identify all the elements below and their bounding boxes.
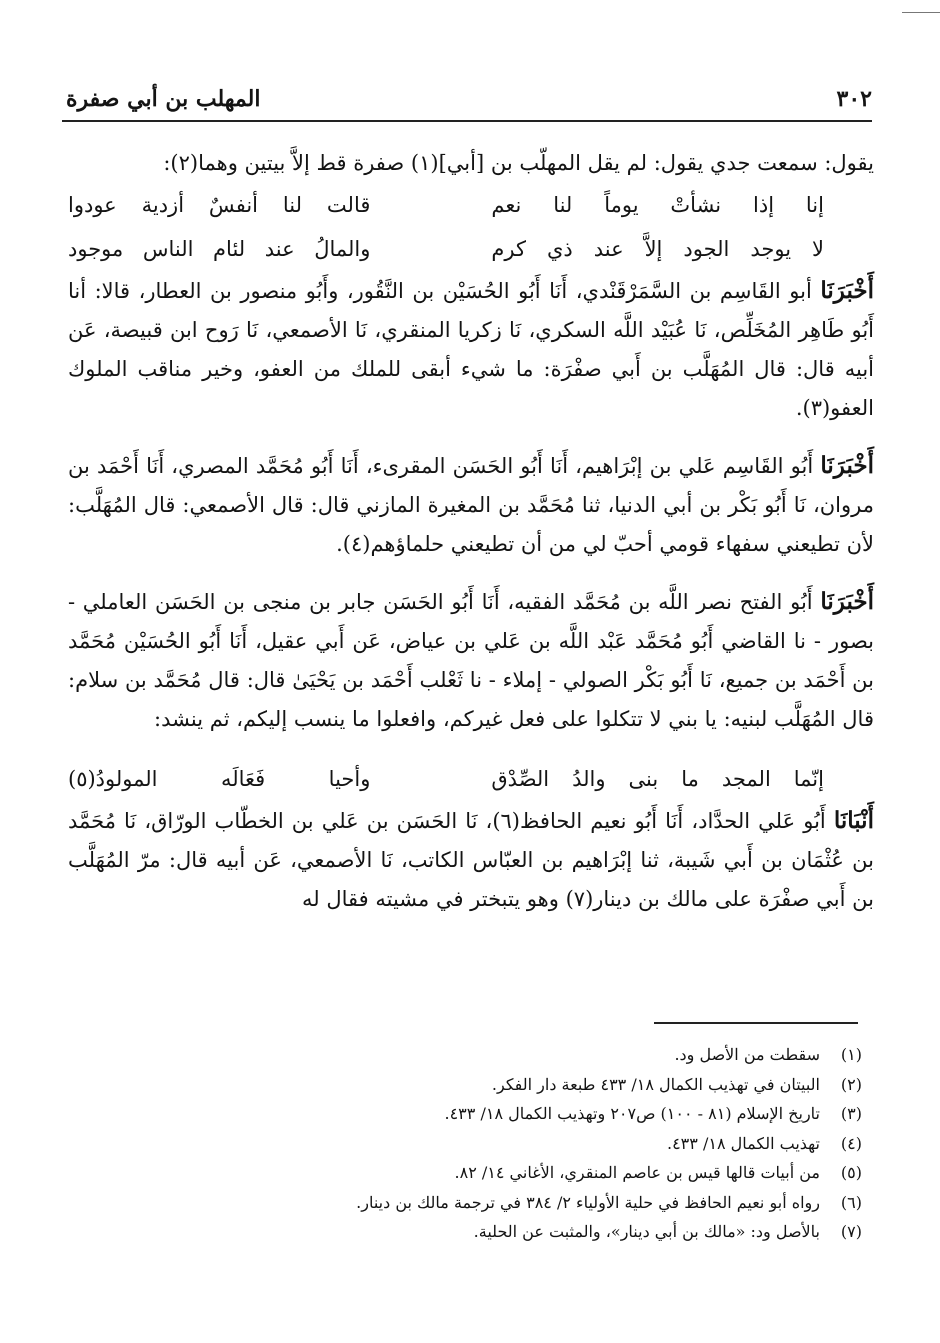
narration-paragraph [68,801,874,919]
footnote-number: (٧) [840,1222,862,1241]
verse-hemistich: قالت لنا أنفسٌ أزدية عودوا [68,193,371,217]
verse-hemistich: إنّما المجد ما بنى والدُ الصِّدْق [491,767,824,791]
paragraph-text: أَبُو القَاسِم عَلي بن إبْرَاهيم، أَنَا أَبُو الحَسَن المقرىء، أَنَا أَبُو مُحَمَّد المصري، أَنَا أَحْمَد بن مروان، نَا أَبُو بَكْر بن أبي الدنيا، ثنا مُحَمَّد بن المغيرة المازني قال: قال الأصمعي: قال المُهَلَّب: لأن تطيعني سفهاء قومي أحبّ لي من أن تطيعني حلماؤهم(٤). [68,454,874,556]
footnote [102,1129,862,1159]
running-title: المهلب بن أبي صفرة [66,86,261,112]
narration-paragraph [68,446,874,564]
narration-paragraph [68,271,874,428]
footnote [102,1158,862,1188]
footnotes [102,1040,862,1247]
paragraph-lead-word: أَنْبَانَا [833,807,874,834]
footnote [102,1217,862,1247]
verse-hemistich: وأحيا فَعَالَه المولودُ(٥) [68,767,371,791]
footnote [102,1099,862,1129]
footnote-text: سقطت من الأصل ود. [674,1045,820,1064]
footnote-text: البيتان في تهذيب الكمال ١٨/ ٤٣٣ طبعة دار الفكر. [491,1074,820,1094]
footnote-rule [654,1022,858,1024]
verse-hemistich: إنا إذا نشأتْ يوماً لنا نعم [491,193,824,217]
footnote-text: تهذيب الكمال ١٨/ ٤٣٣. [666,1133,820,1153]
verse-hemistich: لا يوجد الجود إلاَّ عند ذي كرم [491,237,824,261]
footnote-text: من أبيات قالها قيس بن عاصم المنقري، الأغاني ١٤/ ٨٢. [454,1163,820,1182]
paragraph-lead-word: أَخْبَرَنَا [820,452,874,479]
footnote [102,1070,862,1100]
verse-line [68,227,874,271]
footnote-text: تاريخ الإسلام (٨١ - ١٠٠) ص٢٠٧ وتهذيب الكمال ١٨/ ٤٣٣. [444,1104,820,1123]
footnote-text: رواه أبو نعيم الحافظ في حلية الأولياء ٢/ ٣٨٤ في ترجمة مالك بن دينار. [356,1192,820,1212]
verse-line [68,183,874,227]
footnote [102,1040,862,1070]
footnote-number: (١) [840,1045,862,1064]
footnote-text: بالأصل ود: «مالك بن أبي دينار»، والمثبت عن الحلية. [473,1222,820,1241]
page-header [66,72,872,112]
footnote [102,1188,862,1218]
corner-mark [902,12,940,13]
paragraph-text: أَبُو عَلي الحدَّاد، أَنَا أَبُو نعيم الحافظ(٦)، نَا الحَسَن بن عَلي بن الخطّاب الورّاق، نَا مُحَمَّد بن عُثْمَان بن أَبي شَيبة، ثنا إبْرَاهيم بن العبّاس الكاتب، نَا الأصمعي، عَن أبيه قال: مرّ المُهَلَّب بن أَبي صفْرَة على مالك بن دينار(٧) وهو يتبختر في مشيته فقال له [68,809,874,911]
paragraph-lead-word: أَخْبَرَنَا [820,277,874,304]
narration-paragraph [68,582,874,739]
paragraph-text: أَبُو الفتح نصر اللَّه بن مُحَمَّد الفقيه، أَنَا أَبُو الحَسَن جابر بن منجى بن الحَسَن العاملي - بصور - نا القاضي أَبُو مُحَمَّد عَبْد اللَّه بن عَلي بن عياض، عَن أَبي عقيل، أَنَا أَبُو الحُسَيْن مُحَمَّد بن أَحْمَد بن جميع، نَا أَبُو بَكْر الصولي - إملاء - نا ثَعْلب أَحْمَد بن يَحْيَىٰ قال: قال مُحَمَّد بن سلام: قال المُهَلَّب لبنيه: يا بني لا تتكلوا على فعل غيركم، وافعلوا ما ينسب إليكم، ثم ينشد: [68,590,874,731]
paragraph-lead-word: أَخْبَرَنَا [820,588,874,615]
footnote-number: (٢) [840,1074,862,1094]
header-rule [62,120,872,122]
footnote-number: (٦) [840,1192,862,1212]
page-number: ٣٠٢ [836,86,872,112]
footnote-number: (٣) [840,1104,862,1123]
footnote-number: (٥) [840,1163,862,1182]
verse-line [68,757,874,801]
footnote-number: (٤) [840,1133,862,1153]
verse-hemistich: والمالُ عند لئام الناس موجود [68,237,371,261]
intro-line: يقول: سمعت جدي يقول: لم يقل المهلّب بن [أبي](١) صفرة قط إلاَّ بيتين وهما(٢): [163,151,874,175]
main-text [68,144,874,919]
paragraph-text: أبو القَاسِم بن السَّمَرْقَنْدي، أَنَا أَبُو الحُسَيْن بن النَّقُور، وأَبُو منصور بن العطار، قالا: أنا أَبُو طَاهِر المُخَلِّص، نَا عُبَيْد اللَّه السكري، نَا زكريا المنقري، نَا الأصمعي، نَا رَوح ابن قبيصة، عَن أبيه قال: قال المُهَلَّب بن أَبي صفْرَة: ما شيء أبقى للملك من العفو، وخير مناقب الملوك العفو(٣). [68,279,874,420]
